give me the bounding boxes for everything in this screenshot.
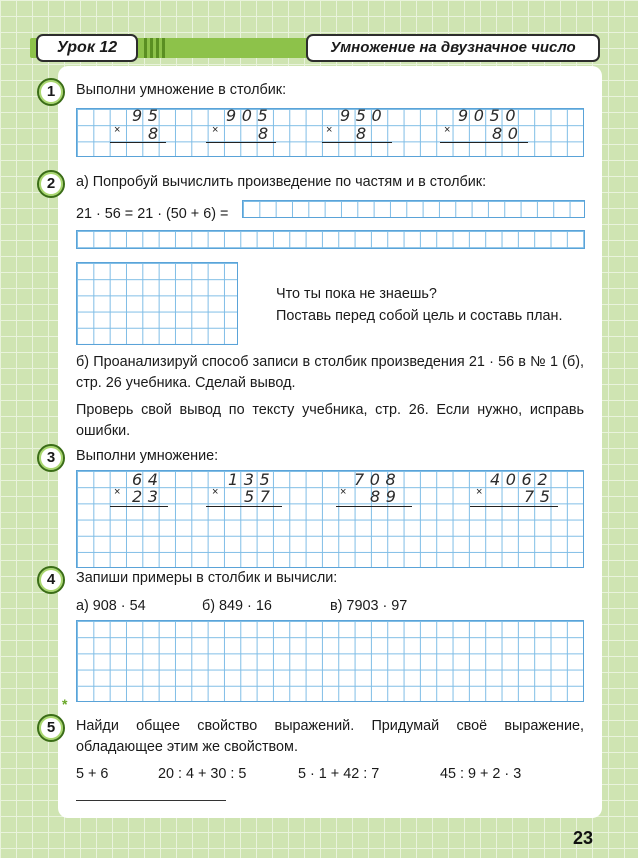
lesson-label: Урок 12 (36, 34, 138, 62)
task-1-text: Выполни умножение в столбик: (76, 82, 287, 98)
task-2b-text: б) Проанализируй способ записи в столбик произведения 21 · 56 в № 1 (б), стр. 26 учебника. Сделай вывод. (76, 354, 584, 391)
task-5-expression-1: 5 + 6 (76, 766, 109, 782)
header-bars (144, 38, 165, 58)
t1-ex2-top: 905 (226, 106, 274, 125)
task-4-example-c: в) 7903 · 97 (330, 598, 408, 614)
task-2-expression: 21 · 56 = 21 · (50 + 6) = (76, 206, 229, 222)
t1-ex3-bottom: 8 (356, 124, 372, 143)
t1-ex3-line (322, 142, 392, 143)
lesson-topic: Умножение на двузначное число (306, 34, 600, 62)
t1-ex3-top: 950 (340, 106, 388, 125)
times-sign: × (212, 486, 219, 498)
task-5-text: Найди общее свойство выражений. Придумай своё выражение, обладающее этим же свойством. (76, 718, 584, 755)
t3-ex4-line (470, 506, 558, 507)
t3-ex3-top: 708 (354, 470, 402, 489)
t3-ex2-line (206, 506, 282, 507)
t3-ex1-bottom: 23 (132, 487, 164, 506)
t3-ex4-top: 4062 (490, 470, 554, 489)
times-sign: × (114, 486, 121, 498)
t3-ex3-line (336, 506, 412, 507)
times-sign: × (114, 124, 121, 136)
task-4-text: Запиши примеры в столбик и вычисли: (76, 570, 338, 586)
task-2-answer-row-2[interactable] (76, 230, 585, 249)
t1-ex4-bottom: 80 (492, 124, 524, 143)
t3-ex2-bottom: 57 (244, 487, 276, 506)
answer-line[interactable] (76, 800, 226, 801)
task-5-number: 5 (37, 714, 65, 742)
t1-ex1-bottom: 8 (148, 124, 164, 143)
t1-ex1-line (110, 142, 166, 143)
t3-ex3-bottom: 89 (370, 487, 402, 506)
difficulty-star: * (62, 696, 68, 712)
task-2c-text: Проверь свой вывод по тексту учебника, стр. 26. Если нужно, исправь ошибки. (76, 402, 584, 439)
task-4-number: 4 (37, 566, 65, 594)
task-5-expression-2: 20 : 4 + 30 : 5 (158, 766, 247, 782)
t1-ex2-bottom: 8 (258, 124, 274, 143)
task-2-note-1: Что ты пока не знаешь? (276, 286, 437, 302)
task-4-example-a: а) 908 · 54 (76, 598, 146, 614)
t1-ex2-line (206, 142, 276, 143)
task-2-column-grid[interactable] (76, 262, 238, 345)
t3-ex4-bottom: 75 (524, 487, 556, 506)
times-sign: × (326, 124, 333, 136)
times-sign: × (444, 124, 451, 136)
task-5-expression-3: 5 · 1 + 42 : 7 (298, 766, 380, 782)
task-2-answer-row[interactable] (242, 200, 585, 218)
task-2a-text: а) Попробуй вычислить произведение по частям и в столбик: (76, 174, 487, 190)
times-sign: × (476, 486, 483, 498)
t1-ex4-line (440, 142, 528, 143)
t3-ex1-line (110, 506, 168, 507)
task-4-example-b: б) 849 · 16 (202, 598, 272, 614)
page-number: 23 (572, 828, 594, 848)
times-sign: × (340, 486, 347, 498)
task-2-note-2: Поставь перед собой цель и составь план. (276, 308, 563, 324)
task-1-number: 1 (37, 78, 65, 106)
t3-ex2-top: 135 (228, 470, 276, 489)
t1-ex1-top: 95 (132, 106, 164, 125)
task-2-number: 2 (37, 170, 65, 198)
task-4-grid[interactable] (76, 620, 584, 702)
t1-ex4-top: 9050 (458, 106, 522, 125)
task-3-number: 3 (37, 444, 65, 472)
t3-ex1-top: 64 (132, 470, 164, 489)
task-3-text: Выполни умножение: (76, 448, 219, 464)
task-5-expression-4: 45 : 9 + 2 · 3 (440, 766, 522, 782)
times-sign: × (212, 124, 219, 136)
